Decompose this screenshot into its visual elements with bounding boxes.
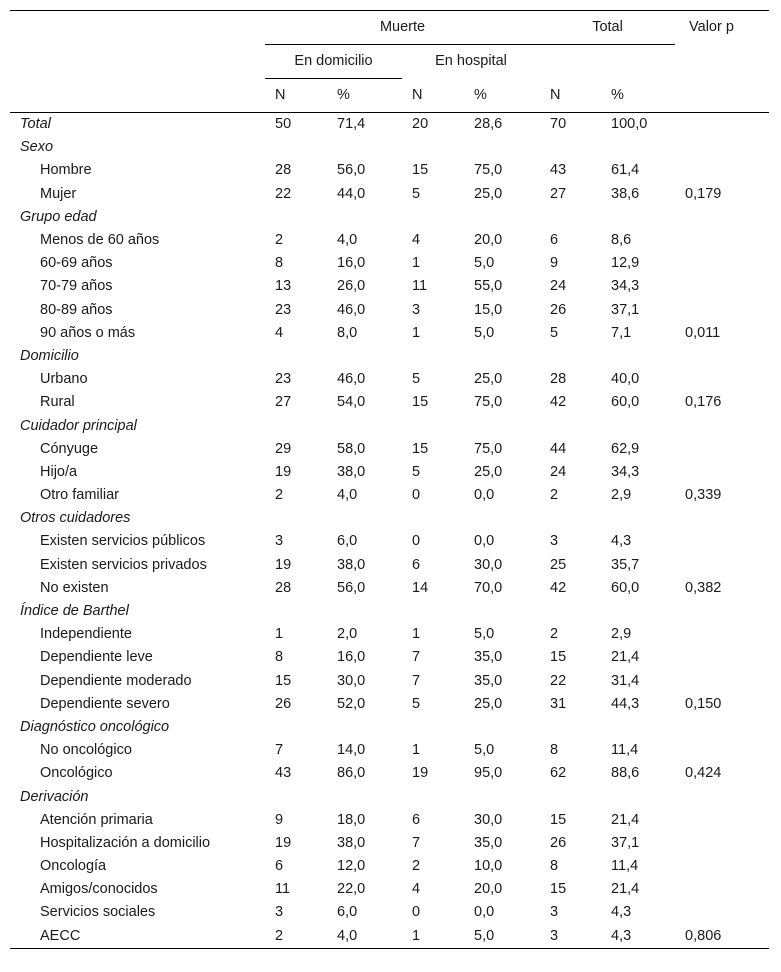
cell-n-domicilio: 1 xyxy=(275,626,284,643)
cell-pct-domicilio: 4,0 xyxy=(337,232,358,249)
cell-valor-p xyxy=(675,368,769,391)
group-row xyxy=(10,136,769,159)
group-row xyxy=(10,414,769,437)
table-row xyxy=(10,623,769,646)
cell-pct-domicilio: 18,0 xyxy=(337,811,366,828)
cell-pct-hospital: 75,0 xyxy=(474,162,503,179)
table-row xyxy=(10,901,769,924)
cell-pct-domicilio: 38,0 xyxy=(337,556,366,573)
cell-pct-hospital: 20,0 xyxy=(474,881,503,898)
cell-pct-domicilio: 6,0 xyxy=(337,533,358,550)
cell-n-hospital: 5 xyxy=(412,371,421,388)
cell-n-total: 2 xyxy=(550,626,559,643)
cell-n-domicilio: 11 xyxy=(275,881,291,898)
cell-n-hospital: 15 xyxy=(412,440,429,457)
cell-pct-total: 31,4 xyxy=(611,672,640,689)
table-row xyxy=(10,530,769,553)
cell-pct-domicilio: 4,0 xyxy=(337,487,358,504)
group-label: Sexo xyxy=(20,139,54,156)
cell-pct-total: 4,3 xyxy=(611,904,632,921)
row-label: Menos de 60 años xyxy=(40,232,160,249)
group-row xyxy=(10,507,769,530)
cell-n-domicilio: 27 xyxy=(275,394,292,411)
cell-n-hospital: 1 xyxy=(412,626,421,643)
row-label: Hombre xyxy=(40,162,92,179)
table-row xyxy=(10,438,769,461)
group-label: Derivación xyxy=(20,788,89,805)
cell-valor-p xyxy=(675,159,769,182)
cell-pct-domicilio: 52,0 xyxy=(337,695,366,712)
cell-n-hospital: 11 xyxy=(412,278,428,295)
cell-valor-p xyxy=(675,855,769,878)
row-label: Existen servicios públicos xyxy=(40,533,206,550)
table-row xyxy=(10,925,769,949)
cell-n-hospital: 0 xyxy=(412,904,421,921)
cell-valor-p xyxy=(675,646,769,669)
group-label: Índice de Barthel xyxy=(20,603,129,620)
cell-n-total: 27 xyxy=(550,185,567,202)
cell-n-total: 3 xyxy=(550,533,559,550)
cell-n-hospital: 0 xyxy=(412,487,421,504)
cell-n-total: 42 xyxy=(550,394,567,411)
row-label: Total xyxy=(20,116,51,133)
group-row xyxy=(10,600,769,623)
table-row xyxy=(10,113,769,137)
cell-valor-p xyxy=(675,832,769,855)
cell-pct-hospital: 25,0 xyxy=(474,463,503,480)
row-label: 80-89 años xyxy=(40,301,113,318)
cell-n-total: 25 xyxy=(550,556,567,573)
cell-pct-hospital: 75,0 xyxy=(474,394,503,411)
cell-n-total: 6 xyxy=(550,232,559,249)
cell-pct-hospital: 25,0 xyxy=(474,185,503,202)
cell-n-hospital: 19 xyxy=(412,765,429,782)
table-row xyxy=(10,832,769,855)
group-label: Grupo edad xyxy=(20,208,97,225)
row-label: 60-69 años xyxy=(40,255,113,272)
cell-valor-p: 0,176 xyxy=(685,394,722,411)
row-label: Oncológico xyxy=(40,765,113,782)
table-row xyxy=(10,878,769,901)
cell-n-total: 8 xyxy=(550,858,559,875)
cell-n-domicilio: 3 xyxy=(275,904,284,921)
cell-pct-domicilio: 46,0 xyxy=(337,371,366,388)
row-label: Dependiente leve xyxy=(40,649,153,666)
cell-n-total: 24 xyxy=(550,278,567,295)
cell-n-domicilio: 29 xyxy=(275,440,292,457)
cell-valor-p xyxy=(675,878,769,901)
header-hospital: En hospital xyxy=(435,53,507,70)
cell-pct-total: 11,4 xyxy=(611,858,639,875)
table-row xyxy=(10,322,769,345)
cell-pct-hospital: 15,0 xyxy=(474,301,503,318)
header-row-2 xyxy=(10,45,769,79)
cell-valor-p: 0,382 xyxy=(685,579,722,596)
cell-n-total: 70 xyxy=(550,116,567,133)
header-domicilio: En domicilio xyxy=(265,45,402,79)
cell-pct-domicilio: 12,0 xyxy=(337,858,366,875)
cell-pct-domicilio: 38,0 xyxy=(337,834,366,851)
cell-pct-hospital: 5,0 xyxy=(474,742,495,759)
cell-n-hospital: 15 xyxy=(412,394,429,411)
cell-pct-hospital: 5,0 xyxy=(474,626,495,643)
table-row xyxy=(10,809,769,832)
table-row xyxy=(10,646,769,669)
cell-valor-p xyxy=(675,461,769,484)
cell-pct-hospital: 20,0 xyxy=(474,232,503,249)
cell-pct-domicilio: 22,0 xyxy=(337,881,366,898)
cell-n-hospital: 1 xyxy=(412,742,421,759)
table-row xyxy=(10,368,769,391)
cell-n-total: 5 xyxy=(550,324,559,341)
cell-pct-hospital: 30,0 xyxy=(474,811,503,828)
cell-pct-domicilio: 14,0 xyxy=(337,742,366,759)
cell-pct-total: 21,4 xyxy=(611,881,640,898)
cell-pct-total: 4,3 xyxy=(601,925,675,949)
cell-n-total: 9 xyxy=(550,255,559,272)
cell-pct-total: 34,3 xyxy=(611,278,640,295)
group-label: Otros cuidadores xyxy=(20,510,131,527)
cell-pct-hospital: 0,0 xyxy=(474,487,495,504)
group-label: Domicilio xyxy=(20,347,79,364)
cell-pct-hospital: 5,0 xyxy=(474,255,495,272)
table-row xyxy=(10,275,769,298)
cell-pct-domicilio: 8,0 xyxy=(337,324,358,341)
cell-n-total: 22 xyxy=(550,672,567,689)
row-label: Mujer xyxy=(40,185,77,202)
cell-pct-total: 7,1 xyxy=(611,324,632,341)
cell-n-domicilio: 3 xyxy=(275,533,284,550)
cell-n-domicilio: 19 xyxy=(275,834,292,851)
row-label: Otro familiar xyxy=(40,487,119,504)
cell-pct-total: 4,3 xyxy=(611,533,632,550)
cell-n-total: 3 xyxy=(540,925,601,949)
cell-n-domicilio: 19 xyxy=(275,556,292,573)
cell-n-hospital: 5 xyxy=(412,695,421,712)
cell-valor-p: 0,150 xyxy=(685,695,722,712)
cell-n-hospital: 7 xyxy=(412,672,421,689)
cell-pct-domicilio: 26,0 xyxy=(337,278,366,295)
cell-pct-domicilio: 2,0 xyxy=(337,626,358,643)
cell-pct-total: 60,0 xyxy=(611,394,640,411)
cell-n-domicilio: 15 xyxy=(275,672,292,689)
table-row xyxy=(10,461,769,484)
cell-pct-domicilio: 54,0 xyxy=(337,394,366,411)
results-table xyxy=(10,10,769,949)
cell-valor-p xyxy=(675,113,769,137)
cell-n-domicilio: 23 xyxy=(275,371,292,388)
cell-pct-total: 34,3 xyxy=(611,463,640,480)
header-valor-p: Valor p xyxy=(675,11,769,45)
cell-n-hospital: 4 xyxy=(412,881,421,898)
table-row xyxy=(10,670,769,693)
row-label: Atención primaria xyxy=(40,811,153,828)
cell-n-domicilio: 28 xyxy=(275,162,292,179)
cell-n-domicilio: 9 xyxy=(275,811,284,828)
cell-n-total: 43 xyxy=(550,162,567,179)
group-label: Diagnóstico oncológico xyxy=(20,718,170,735)
cell-n-total: 8 xyxy=(550,742,559,759)
cell-n-hospital: 6 xyxy=(412,811,421,828)
cell-pct-hospital: 25,0 xyxy=(474,695,503,712)
row-label: Hijo/a xyxy=(40,463,78,480)
cell-valor-p xyxy=(675,739,769,762)
table-row xyxy=(10,554,769,577)
cell-n-hospital: 2 xyxy=(412,858,421,875)
cell-pct-total: 2,9 xyxy=(611,487,632,504)
cell-pct-hospital: 30,0 xyxy=(474,556,503,573)
cell-n-total: 15 xyxy=(550,649,567,666)
cell-n-domicilio: 23 xyxy=(275,301,292,318)
cell-pct-hospital: 0,0 xyxy=(474,533,495,550)
cell-pct-total: 11,4 xyxy=(611,742,639,759)
cell-n-total: 26 xyxy=(550,301,567,318)
table-row xyxy=(10,855,769,878)
table-row xyxy=(10,252,769,275)
group-row xyxy=(10,345,769,368)
cell-n-hospital: 3 xyxy=(412,301,421,318)
cell-pct-domicilio: 58,0 xyxy=(337,440,366,457)
cell-valor-p xyxy=(675,901,769,924)
row-label: 70-79 años xyxy=(40,278,113,295)
cell-n-total: 26 xyxy=(550,834,567,851)
cell-n-hospital: 20 xyxy=(412,116,429,133)
table-row xyxy=(10,299,769,322)
cell-n-total: 2 xyxy=(550,487,559,504)
cell-pct-hospital: 35,0 xyxy=(474,834,503,851)
row-label: Independiente xyxy=(40,626,132,643)
cell-pct-total: 44,3 xyxy=(611,695,640,712)
table-row xyxy=(10,577,769,600)
row-label: No existen xyxy=(40,579,109,596)
cell-n-hospital: 1 xyxy=(412,324,421,341)
cell-n-hospital: 5 xyxy=(412,185,421,202)
cell-pct-total: 88,6 xyxy=(611,765,640,782)
cell-n-domicilio: 2 xyxy=(275,232,284,249)
row-label: Existen servicios privados xyxy=(40,556,207,573)
cell-n-total: 44 xyxy=(550,440,567,457)
header-blank xyxy=(10,11,265,45)
header-pct-hospital: % xyxy=(464,79,540,113)
cell-pct-hospital: 28,6 xyxy=(474,116,503,133)
row-label: No oncológico xyxy=(40,742,132,759)
cell-n-domicilio: 7 xyxy=(275,742,284,759)
cell-valor-p xyxy=(675,229,769,252)
cell-pct-total: 35,7 xyxy=(611,556,640,573)
cell-n-hospital: 7 xyxy=(412,649,421,666)
cell-pct-total: 21,4 xyxy=(611,649,640,666)
header-row-3 xyxy=(10,79,769,113)
cell-pct-domicilio: 16,0 xyxy=(337,649,366,666)
table-row xyxy=(10,484,769,507)
group-label: Cuidador principal xyxy=(20,417,137,434)
cell-pct-domicilio: 86,0 xyxy=(337,765,366,782)
header-pct-total: % xyxy=(601,79,675,113)
cell-valor-p xyxy=(675,252,769,275)
cell-pct-domicilio: 71,4 xyxy=(337,116,366,133)
cell-n-hospital: 1 xyxy=(412,255,421,272)
cell-valor-p: 0,424 xyxy=(685,765,722,782)
cell-n-domicilio: 28 xyxy=(275,579,292,596)
group-row xyxy=(10,206,769,229)
cell-n-hospital: 15 xyxy=(412,162,429,179)
cell-pct-hospital: 55,0 xyxy=(474,278,503,295)
cell-pct-domicilio: 44,0 xyxy=(337,185,366,202)
header-n-domicilio: N xyxy=(265,79,327,113)
row-label: Amigos/conocidos xyxy=(40,881,158,898)
cell-pct-total: 60,0 xyxy=(611,579,640,596)
cell-n-domicilio: 50 xyxy=(275,116,292,133)
cell-pct-hospital: 35,0 xyxy=(474,649,503,666)
cell-pct-hospital: 75,0 xyxy=(474,440,503,457)
cell-n-domicilio: 19 xyxy=(275,463,292,480)
cell-pct-domicilio: 30,0 xyxy=(337,672,366,689)
row-label: Urbano xyxy=(40,371,88,388)
row-label: Dependiente moderado xyxy=(40,672,192,689)
cell-n-total: 15 xyxy=(550,881,567,898)
cell-n-hospital: 4 xyxy=(412,232,421,249)
header-muerte: Muerte xyxy=(265,11,540,45)
cell-pct-domicilio: 46,0 xyxy=(337,301,366,318)
cell-pct-total: 37,1 xyxy=(611,834,640,851)
table-row xyxy=(10,762,769,785)
group-row xyxy=(10,785,769,808)
cell-valor-p xyxy=(675,809,769,832)
cell-pct-hospital: 5,0 xyxy=(474,324,495,341)
cell-n-hospital: 7 xyxy=(412,834,421,851)
table-row xyxy=(10,739,769,762)
cell-pct-hospital: 5,0 xyxy=(464,925,540,949)
cell-n-total: 3 xyxy=(550,904,559,921)
table-row xyxy=(10,391,769,414)
group-row xyxy=(10,716,769,739)
cell-n-total: 31 xyxy=(550,695,567,712)
cell-valor-p: 0,339 xyxy=(685,487,722,504)
cell-valor-p: 0,806 xyxy=(675,925,769,949)
cell-valor-p xyxy=(675,438,769,461)
cell-pct-total: 37,1 xyxy=(611,301,640,318)
cell-n-total: 15 xyxy=(550,811,567,828)
cell-n-domicilio: 26 xyxy=(275,695,292,712)
cell-pct-total: 40,0 xyxy=(611,371,640,388)
cell-pct-hospital: 95,0 xyxy=(474,765,503,782)
cell-n-domicilio: 6 xyxy=(275,858,284,875)
table-body xyxy=(10,113,769,949)
table-row xyxy=(10,693,769,716)
cell-n-total: 62 xyxy=(550,765,567,782)
cell-valor-p xyxy=(675,623,769,646)
cell-pct-domicilio: 38,0 xyxy=(337,463,366,480)
row-label: Servicios sociales xyxy=(40,904,156,921)
cell-pct-total: 21,4 xyxy=(611,811,640,828)
cell-pct-domicilio: 16,0 xyxy=(337,255,366,272)
row-label: Hospitalización a domicilio xyxy=(40,834,211,851)
cell-n-hospital: 1 xyxy=(402,925,464,949)
cell-pct-total: 8,6 xyxy=(611,232,632,249)
cell-n-hospital: 6 xyxy=(412,556,421,573)
header-n-hospital: N xyxy=(402,79,464,113)
cell-pct-hospital: 70,0 xyxy=(474,579,503,596)
cell-pct-domicilio: 56,0 xyxy=(337,579,366,596)
row-label: 90 años o más xyxy=(40,324,136,341)
cell-n-total: 42 xyxy=(550,579,567,596)
table-row xyxy=(10,229,769,252)
cell-pct-total: 2,9 xyxy=(611,626,632,643)
cell-n-hospital: 5 xyxy=(412,463,421,480)
cell-n-domicilio: 2 xyxy=(265,925,327,949)
cell-pct-total: 100,0 xyxy=(611,116,648,133)
cell-n-total: 28 xyxy=(550,371,567,388)
cell-valor-p xyxy=(675,554,769,577)
cell-pct-domicilio: 4,0 xyxy=(327,925,402,949)
cell-valor-p: 0,179 xyxy=(685,185,722,202)
row-label: Dependiente severo xyxy=(40,695,170,712)
cell-n-domicilio: 8 xyxy=(275,255,284,272)
cell-valor-p xyxy=(675,299,769,322)
cell-valor-p xyxy=(675,670,769,693)
cell-pct-total: 62,9 xyxy=(611,440,640,457)
header-total: Total xyxy=(540,11,675,45)
row-label: Rural xyxy=(40,394,75,411)
cell-n-total: 24 xyxy=(550,463,567,480)
cell-valor-p: 0,011 xyxy=(685,324,721,341)
row-label: Cónyuge xyxy=(40,440,99,457)
header-n-total: N xyxy=(540,79,601,113)
table-row xyxy=(10,183,769,206)
cell-valor-p xyxy=(675,530,769,553)
table-row xyxy=(10,159,769,182)
cell-n-hospital: 14 xyxy=(412,579,429,596)
cell-pct-hospital: 10,0 xyxy=(474,858,503,875)
cell-pct-total: 12,9 xyxy=(611,255,640,272)
cell-n-domicilio: 13 xyxy=(275,278,292,295)
cell-n-domicilio: 4 xyxy=(275,324,284,341)
cell-pct-hospital: 25,0 xyxy=(474,371,503,388)
cell-n-hospital: 0 xyxy=(412,533,421,550)
cell-pct-domicilio: 56,0 xyxy=(337,162,366,179)
cell-n-domicilio: 43 xyxy=(275,765,292,782)
cell-pct-total: 38,6 xyxy=(611,185,640,202)
cell-n-domicilio: 8 xyxy=(275,649,284,666)
cell-valor-p xyxy=(675,275,769,298)
header-pct-domicilio: % xyxy=(327,79,402,113)
cell-pct-total: 61,4 xyxy=(611,162,640,179)
cell-pct-domicilio: 6,0 xyxy=(337,904,358,921)
row-label: Oncología xyxy=(40,858,107,875)
header-row-1 xyxy=(10,11,769,45)
row-label: AECC xyxy=(10,925,265,949)
cell-pct-hospital: 0,0 xyxy=(474,904,495,921)
cell-n-domicilio: 2 xyxy=(275,487,284,504)
cell-n-domicilio: 22 xyxy=(275,185,292,202)
cell-pct-hospital: 35,0 xyxy=(474,672,503,689)
